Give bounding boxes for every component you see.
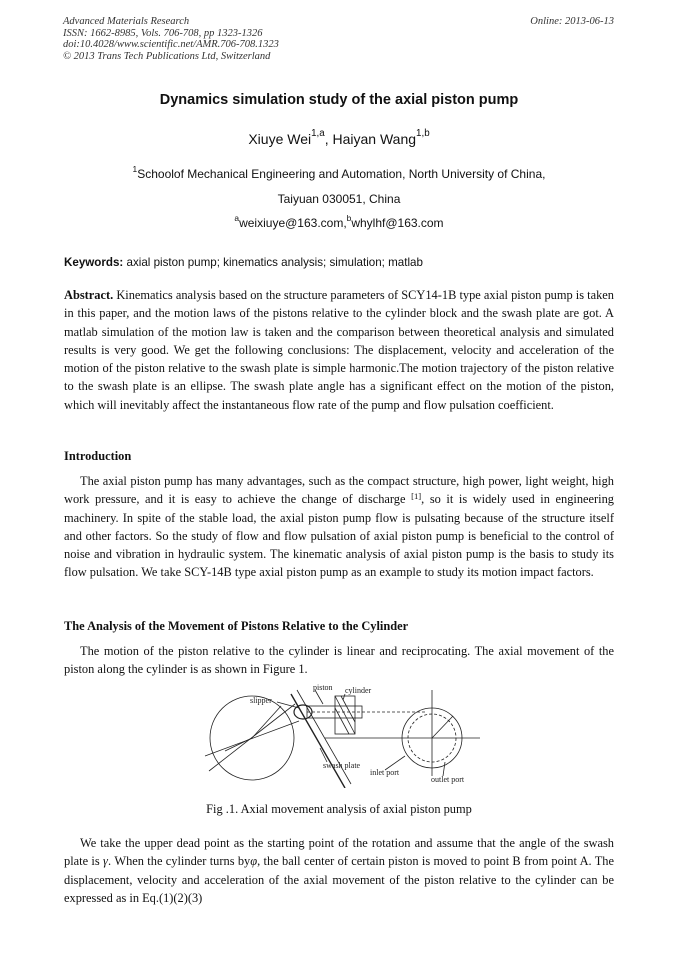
- intro-text: , so it is widely used in engineering machinery. In spite of the stable load, the axial piston pump flow is pulsating because of the structure itself and other factors. So the study of flow and flow pulsation of axial piston pump is beneficial to the control of noise and vibration in hydraulic system. The kinematic analysis of axial piston pump is the basis to study its flow pulsation. We take SCY-14B type axial piston pump as an example to study its motion impact factors.: [64, 492, 614, 580]
- body-text: We take the upper dead point as the starting point of the rotation and assume that the angle of the swash plate is: [64, 836, 614, 869]
- author-separator: ,: [324, 131, 333, 147]
- email-superscript: a: [234, 213, 240, 223]
- figure-caption: Fig .1. Axial movement analysis of axial piston pump: [206, 802, 472, 816]
- journal-header: [63, 16, 279, 62]
- outlet-port-label: outlet port: [431, 775, 465, 784]
- email-line: [0, 213, 678, 230]
- author-superscript: 1,b: [416, 128, 430, 139]
- affiliation-line-2: Taiyuan 030051, China: [277, 192, 401, 206]
- author-name: Xiuye Wei: [248, 131, 312, 147]
- introduction-paragraph: [64, 472, 614, 582]
- copyright-line: © 2013 Trans Tech Publications Ltd, Switzerland: [63, 50, 271, 62]
- leader-line: [443, 762, 445, 776]
- keywords-label: Keywords:: [64, 256, 124, 269]
- radius-line: [225, 738, 252, 751]
- cylinder-label: cylinder: [345, 686, 372, 695]
- online-date: Online: 2013-06-13: [530, 16, 614, 27]
- abstract-label: Abstract.: [64, 288, 114, 302]
- axis-line: [205, 721, 299, 756]
- author-name: Haiyan Wang: [332, 131, 417, 147]
- keywords-text: axial piston pump; kinematics analysis; simulation; matlab: [123, 256, 423, 269]
- affiliation-line-1: [0, 164, 678, 181]
- section-heading: The Analysis of the Movement of Pistons Relative to the Cylinder: [64, 619, 409, 633]
- leader-line: [315, 690, 323, 704]
- journal-name: Advanced Materials Research: [63, 16, 190, 27]
- swash-plate-label: swash plate: [323, 761, 361, 770]
- swash-plate-line: [291, 694, 345, 788]
- email-address[interactable]: whylhf@163.com: [351, 216, 444, 230]
- author-list: [0, 128, 678, 147]
- keywords-line: [64, 256, 423, 269]
- email-address[interactable]: weixiuye@163.com,: [239, 216, 347, 230]
- author-superscript: 1,a: [311, 128, 325, 139]
- citation-ref[interactable]: [1]: [411, 491, 422, 502]
- affiliation-superscript: 1: [132, 164, 138, 174]
- phi-symbol: φ: [250, 854, 258, 869]
- abstract-paragraph: [64, 286, 614, 414]
- doi-line[interactable]: doi:10.4028/www.scientific.net/AMR.706-708.1323: [63, 39, 279, 50]
- paper-title: Dynamics simulation study of the axial piston pump: [159, 92, 519, 108]
- slipper-label: slipper: [250, 696, 272, 705]
- intro-text: The axial piston pump has many advantages, such as the compact structure, high power, light weight, high work pressure, and it is easy to achieve the change of discharge: [64, 474, 614, 507]
- piston-label: piston: [313, 683, 333, 692]
- email-superscript: b: [346, 213, 352, 223]
- abstract-text: Kinematics analysis based on the structure parameters of SCY14-1B type axial piston pump is taken in this paper, and the motion laws of the pistons relative to the cylinder block and the swash plate are got. A matlab simulation of the motion law is taken and the comparison between theoretical analysis and simulated results is very good. We get the following conclusions: The displacement, velocity and acceleration of the motion of the piston relative to the swash plate is simple harmonic.The motion trajectory of the piston relative to the swash plate is an ellipse. The swash plate angle has a significant effect on the motion of the piston, which will inevitably affect the instantaneous flow rate of the pump and flow pulsation coefficient.: [64, 288, 614, 412]
- affiliation-text: Schoolof Mechanical Engineering and Automation, North University of China,: [137, 167, 546, 181]
- inlet-port-label: inlet port: [370, 768, 400, 777]
- body-paragraph: [64, 834, 614, 907]
- issn-line: ISSN: 1662-8985, Vols. 706-708, pp 1323-1326: [63, 27, 263, 39]
- gamma-symbol: γ: [103, 854, 108, 869]
- body-text: , the ball center of certain piston is moved to point B from point A. The displacement, velocity and acceleration of the axial movement of the piston relative to the cylinder can be expressed as in Eq.(1)(2)(3): [64, 854, 614, 905]
- body-text: . When the cylinder turns by: [107, 854, 251, 869]
- section-paragraph: The motion of the piston relative to the cylinder is linear and reciprocating. The axial movement of the piston along the cylinder is as shown in Figure 1.: [64, 644, 614, 677]
- introduction-heading: Introduction: [64, 449, 132, 463]
- figure-1-diagram: [195, 676, 485, 788]
- hatch-line: [335, 696, 355, 734]
- radius-line: [432, 716, 453, 738]
